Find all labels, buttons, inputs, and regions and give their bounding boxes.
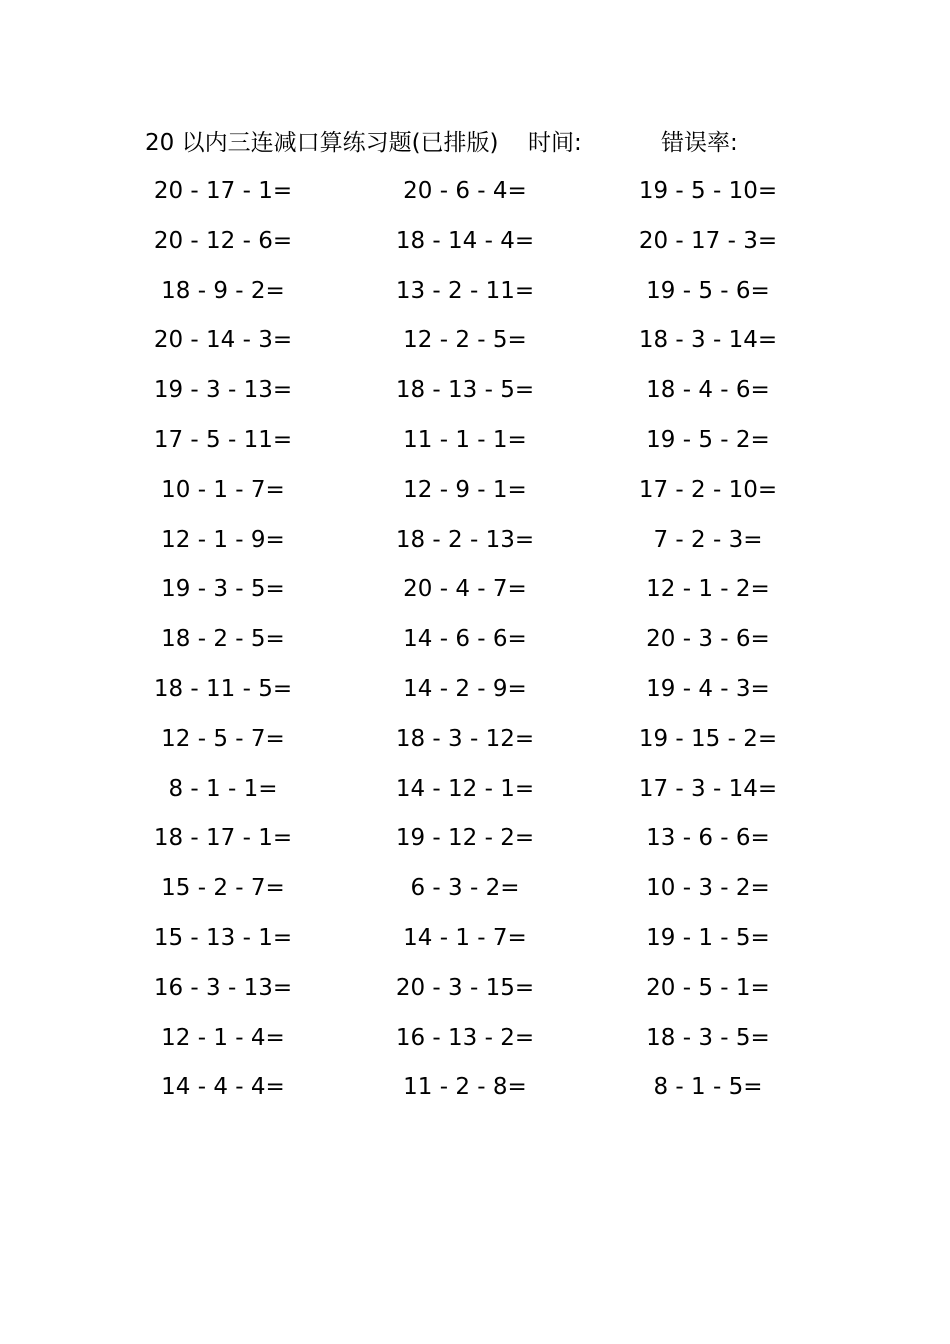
problem-row xyxy=(0,572,950,622)
problem-cell: 14 - 1 - 7= xyxy=(403,924,527,951)
problem-row xyxy=(0,523,950,573)
problem-row xyxy=(0,473,950,523)
problem-cell: 6 - 3 - 2= xyxy=(410,875,520,902)
problem-cell: 13 - 6 - 6= xyxy=(646,825,770,852)
problem-cell: 8 - 1 - 1= xyxy=(168,775,278,802)
problem-cell: 18 - 17 - 1= xyxy=(153,825,293,852)
problem-cell: 15 - 13 - 1= xyxy=(153,924,293,951)
problem-cell: 13 - 2 - 11= xyxy=(395,277,535,304)
problem-cell: 20 - 17 - 3= xyxy=(638,227,778,254)
worksheet-header xyxy=(0,124,950,160)
problem-cell: 14 - 12 - 1= xyxy=(395,775,535,802)
worksheet-title: 20 以内三连减口算练习题(已排版) xyxy=(145,130,499,156)
problem-cell: 12 - 2 - 5= xyxy=(403,327,527,354)
problem-cell: 14 - 2 - 9= xyxy=(403,675,527,702)
problem-cell: 20 - 17 - 1= xyxy=(153,178,293,204)
problem-row xyxy=(0,1070,950,1120)
problem-cell: 18 - 3 - 12= xyxy=(395,725,535,752)
problem-cell: 10 - 3 - 2= xyxy=(646,875,770,902)
problem-row xyxy=(0,772,950,822)
problem-row xyxy=(0,323,950,373)
problem-cell: 8 - 1 - 5= xyxy=(653,1074,763,1101)
problem-row xyxy=(0,821,950,871)
problem-cell: 18 - 3 - 14= xyxy=(638,327,778,354)
problem-row xyxy=(0,1021,950,1071)
problem-row xyxy=(0,971,950,1021)
problem-row xyxy=(0,871,950,921)
problem-cell: 19 - 3 - 13= xyxy=(153,377,293,404)
problem-cell: 18 - 4 - 6= xyxy=(646,377,770,404)
problem-cell: 18 - 9 - 2= xyxy=(161,277,285,304)
problem-cell: 18 - 3 - 5= xyxy=(646,1024,770,1051)
problem-cell: 20 - 4 - 7= xyxy=(403,576,527,603)
problem-cell: 19 - 5 - 10= xyxy=(638,178,778,204)
problem-row xyxy=(0,274,950,324)
problem-cell: 18 - 2 - 5= xyxy=(161,626,285,653)
problem-cell: 20 - 12 - 6= xyxy=(153,227,293,254)
problem-cell: 11 - 1 - 1= xyxy=(403,426,527,453)
problem-cell: 19 - 4 - 3= xyxy=(646,675,770,702)
problem-cell: 19 - 1 - 5= xyxy=(646,924,770,951)
problem-cell: 16 - 3 - 13= xyxy=(153,974,293,1001)
error-rate-label: 错误率: xyxy=(661,130,738,156)
problem-cell: 12 - 1 - 9= xyxy=(161,526,285,553)
problem-cell: 12 - 1 - 2= xyxy=(646,576,770,603)
problem-row xyxy=(0,174,950,224)
problem-cell: 17 - 2 - 10= xyxy=(638,476,778,503)
problem-row xyxy=(0,224,950,274)
problem-cell: 19 - 15 - 2= xyxy=(638,725,778,752)
problem-cell: 20 - 3 - 15= xyxy=(395,974,535,1001)
problem-row xyxy=(0,423,950,473)
problem-row xyxy=(0,373,950,423)
problem-row xyxy=(0,622,950,672)
problem-grid xyxy=(0,174,950,1120)
problem-cell: 17 - 5 - 11= xyxy=(153,426,293,453)
problem-cell: 12 - 9 - 1= xyxy=(403,476,527,503)
problem-cell: 19 - 5 - 6= xyxy=(646,277,770,304)
problem-cell: 18 - 11 - 5= xyxy=(153,675,293,702)
problem-cell: 12 - 1 - 4= xyxy=(161,1024,285,1051)
problem-cell: 17 - 3 - 14= xyxy=(638,775,778,802)
problem-cell: 20 - 5 - 1= xyxy=(646,974,770,1001)
problem-cell: 19 - 12 - 2= xyxy=(395,825,535,852)
problem-cell: 12 - 5 - 7= xyxy=(161,725,285,752)
problem-cell: 16 - 13 - 2= xyxy=(395,1024,535,1051)
problem-cell: 18 - 2 - 13= xyxy=(395,526,535,553)
problem-cell: 14 - 6 - 6= xyxy=(403,626,527,653)
problem-cell: 20 - 6 - 4= xyxy=(403,178,527,204)
problem-cell: 20 - 14 - 3= xyxy=(153,327,293,354)
problem-cell: 19 - 5 - 2= xyxy=(646,426,770,453)
problem-cell: 15 - 2 - 7= xyxy=(161,875,285,902)
time-label: 时间: xyxy=(528,130,582,156)
problem-cell: 14 - 4 - 4= xyxy=(161,1074,285,1101)
problem-cell: 10 - 1 - 7= xyxy=(161,476,285,503)
problem-row xyxy=(0,672,950,722)
problem-cell: 18 - 14 - 4= xyxy=(395,227,535,254)
problem-row xyxy=(0,921,950,971)
problem-cell: 18 - 13 - 5= xyxy=(395,377,535,404)
problem-cell: 19 - 3 - 5= xyxy=(161,576,285,603)
problem-row xyxy=(0,722,950,772)
problem-cell: 20 - 3 - 6= xyxy=(646,626,770,653)
problem-cell: 11 - 2 - 8= xyxy=(403,1074,527,1101)
problem-cell: 7 - 2 - 3= xyxy=(653,526,763,553)
